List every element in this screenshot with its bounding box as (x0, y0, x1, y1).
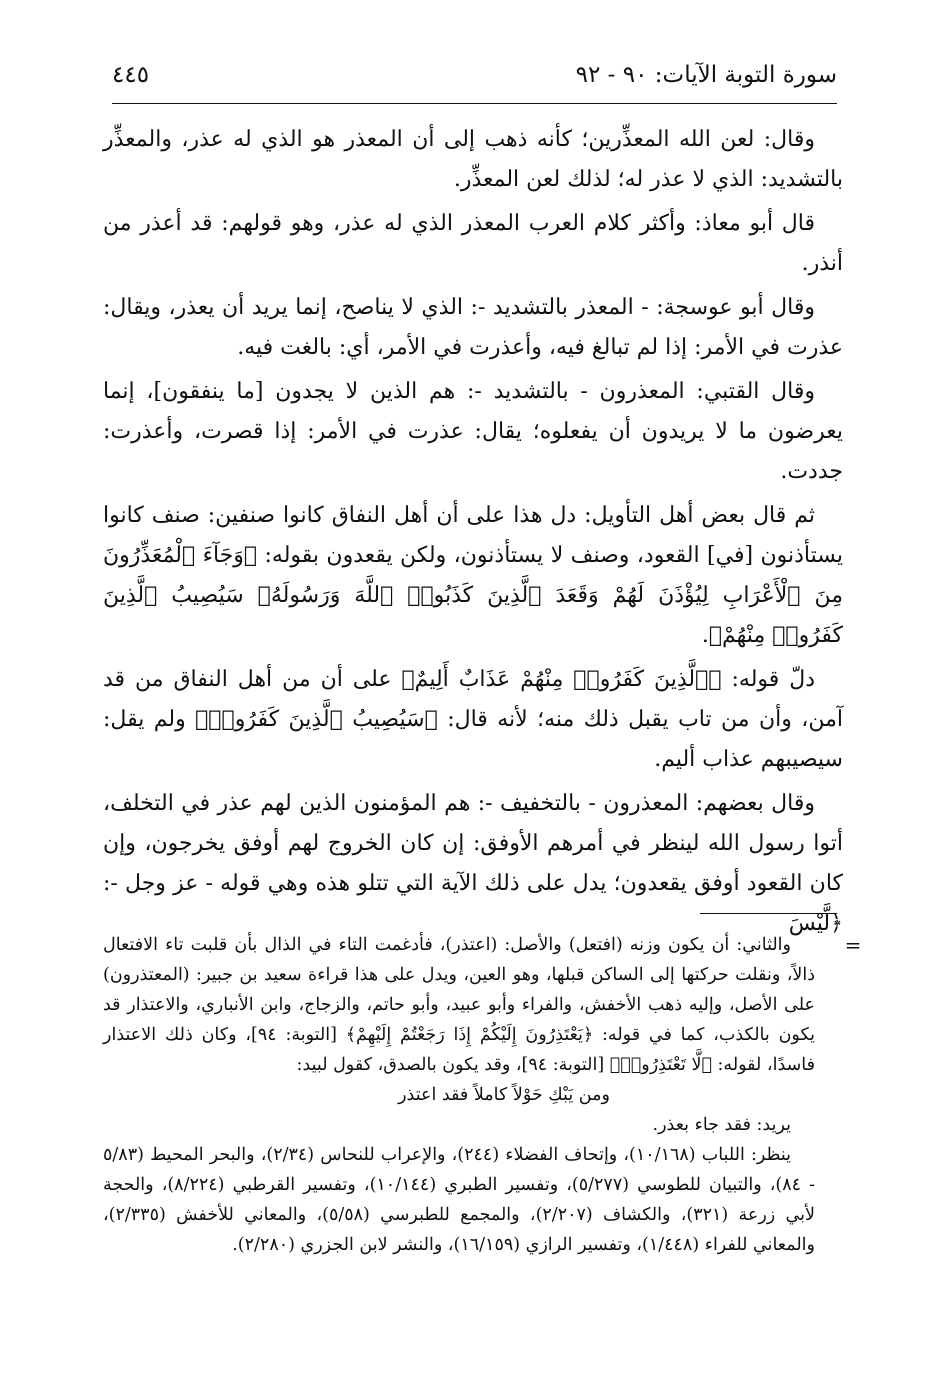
paragraph: دلّ قوله: ﴿ٱلَّذِينَ كَفَرُوا۟ مِنْهُمْ عَذَابٌ أَلِيمٌ﴾ على أن من أهل النفاق من قد آمن، وأن من تاب يقبل ذلك منه؛ لأنه قال: ﴿سَيُصِيبُ ٱلَّذِينَ كَفَرُوا۟﴾ ولم يقل: سيصيبهم عذاب أليم. (103, 667, 843, 772)
chapter-title: سورة التوبة الآيات: ٩٠ - ٩٢ (575, 62, 837, 88)
footnote-continuation-mark: = (844, 933, 862, 957)
main-text (103, 120, 843, 948)
poetry-verse: ومن يَبْكِ حَوْلاً كاملاً فقد اعتذر (398, 1085, 610, 1105)
paragraph: قال أبو معاذ: وأكثر كلام العرب المعذر الذي له عذر، وهو قولهم: قد أعذر من أنذر. (103, 211, 843, 276)
paragraph: ثم قال بعض أهل التأويل: دل هذا على أن أهل النفاق كانوا صنفين: صنف كانوا يستأذنون [في] القعود، وصنف لا يستأذنون، ولكن يقعدون بقوله: ﴿وَجَآءَ ٱلْمُعَذِّرُونَ مِنَ ٱلْأَعْرَابِ لِيُؤْذَنَ لَهُمْ وَقَعَدَ ٱلَّذِينَ كَذَبُوا۟ ٱللَّهَ وَرَسُولَهُۥ سَيُصِيبُ ٱلَّذِينَ كَفَرُوا۟ مِنْهُمْ﴾. (103, 503, 843, 648)
running-header (112, 60, 837, 100)
footnote-paragraph: يريد: فقد جاء بعذر. (652, 1115, 791, 1135)
paragraph: وقال أبو عوسجة: - المعذر بالتشديد -: الذي لا يناصح، إنما يريد أن يعذر، ويقال: عذرت في الأمر: إذا لم تبالغ فيه، وأعذرت في الأمر، أي: بالغت فيه. (103, 295, 843, 360)
paragraph: وقال بعضهم: المعذرون - بالتخفيف -: هم المؤمنون الذين لهم عذر في التخلف، أتوا رسول الله لينظر في أمرهم الأوفق: إن كان الخروج لهم أوفق يخرجون، وإن كان القعود أوفق يقعدون؛ يدل على ذلك الآية التي تتلو هذه وهي قوله - عز وجل -: ﴿لَّيْسَ (103, 791, 843, 936)
paragraph: وقال: لعن الله المعذِّرين؛ كأنه ذهب إلى أن المعذر هو الذي له عذر، والمعذِّر بالتشديد: الذي لا عذر له؛ لذلك لعن المعذِّر. (103, 127, 843, 192)
footnote-references: ينظر: اللباب (١٠/١٦٨)، وإتحاف الفضلاء (٢٤٤)، والإعراب للنحاس (٢/٣٤)، والبحر المحيط (٥/٨٣ - ٨٤)، والتبيان للطوسي (٥/٢٧٧)، وتفسير الطبري (١٠/١٤٤)، وتفسير القرطبي (٨/٢٢٤)، والحجة لأبي زرعة (٣٢١)، والكشاف (٢/٢٠٧)، والمجمع للطبرسي (٥/٥٨)، والمعاني للأخفش (٢/٣٣٥)، والمعاني للفراء (١/٤٤٨)، وتفسير الرازي (١٦/١٥٩)، والنشر لابن الجزري (٢/٢٨٠). (103, 1145, 815, 1255)
header-divider (112, 103, 837, 104)
paragraph: وقال القتبي: المعذرون - بالتشديد -: هم الذين لا يجدون [ما ينفقون]، إنما يعرضون ما لا يريدون أن يفعلوه؛ يقال: عذرت في الأمر: إذا قصرت، وأعذرت: جددت. (103, 379, 843, 484)
footnote-divider (700, 913, 837, 914)
page-number: ٤٤٥ (112, 62, 150, 88)
footnote-paragraph: والثاني: أن يكون وزنه (افتعل) والأصل: (اعتذر)، فأدغمت التاء في الذال بأن قلبت تاء الافتعال ذالاً، ونقلت حركتها إلى الساكن قبلها، وهو العين، ويدل على هذا قراءة سعيد بن جبير: (المعتذرون) على الأصل، وإليه ذهب الأخفش، والفراء وأبو عبيد، وأبو حاتم، والزجاج، وابن الأنباري، والاعتذار قد يكون بالكذب، كما في قوله: ﴿يَعْتَذِرُونَ إِلَيْكُمْ إِذَا رَجَعْتُمْ إِلَيْهِمْ﴾ [التوبة: ٩٤]، وكان ذلك الاعتذار فاسدًا، لقوله: ﴿لَّا تَعْتَذِرُوا۟﴾ [التوبة: ٩٤]، وقد يكون بالصدق، كقول لبيد: (103, 935, 815, 1075)
footnotes (103, 930, 815, 1260)
